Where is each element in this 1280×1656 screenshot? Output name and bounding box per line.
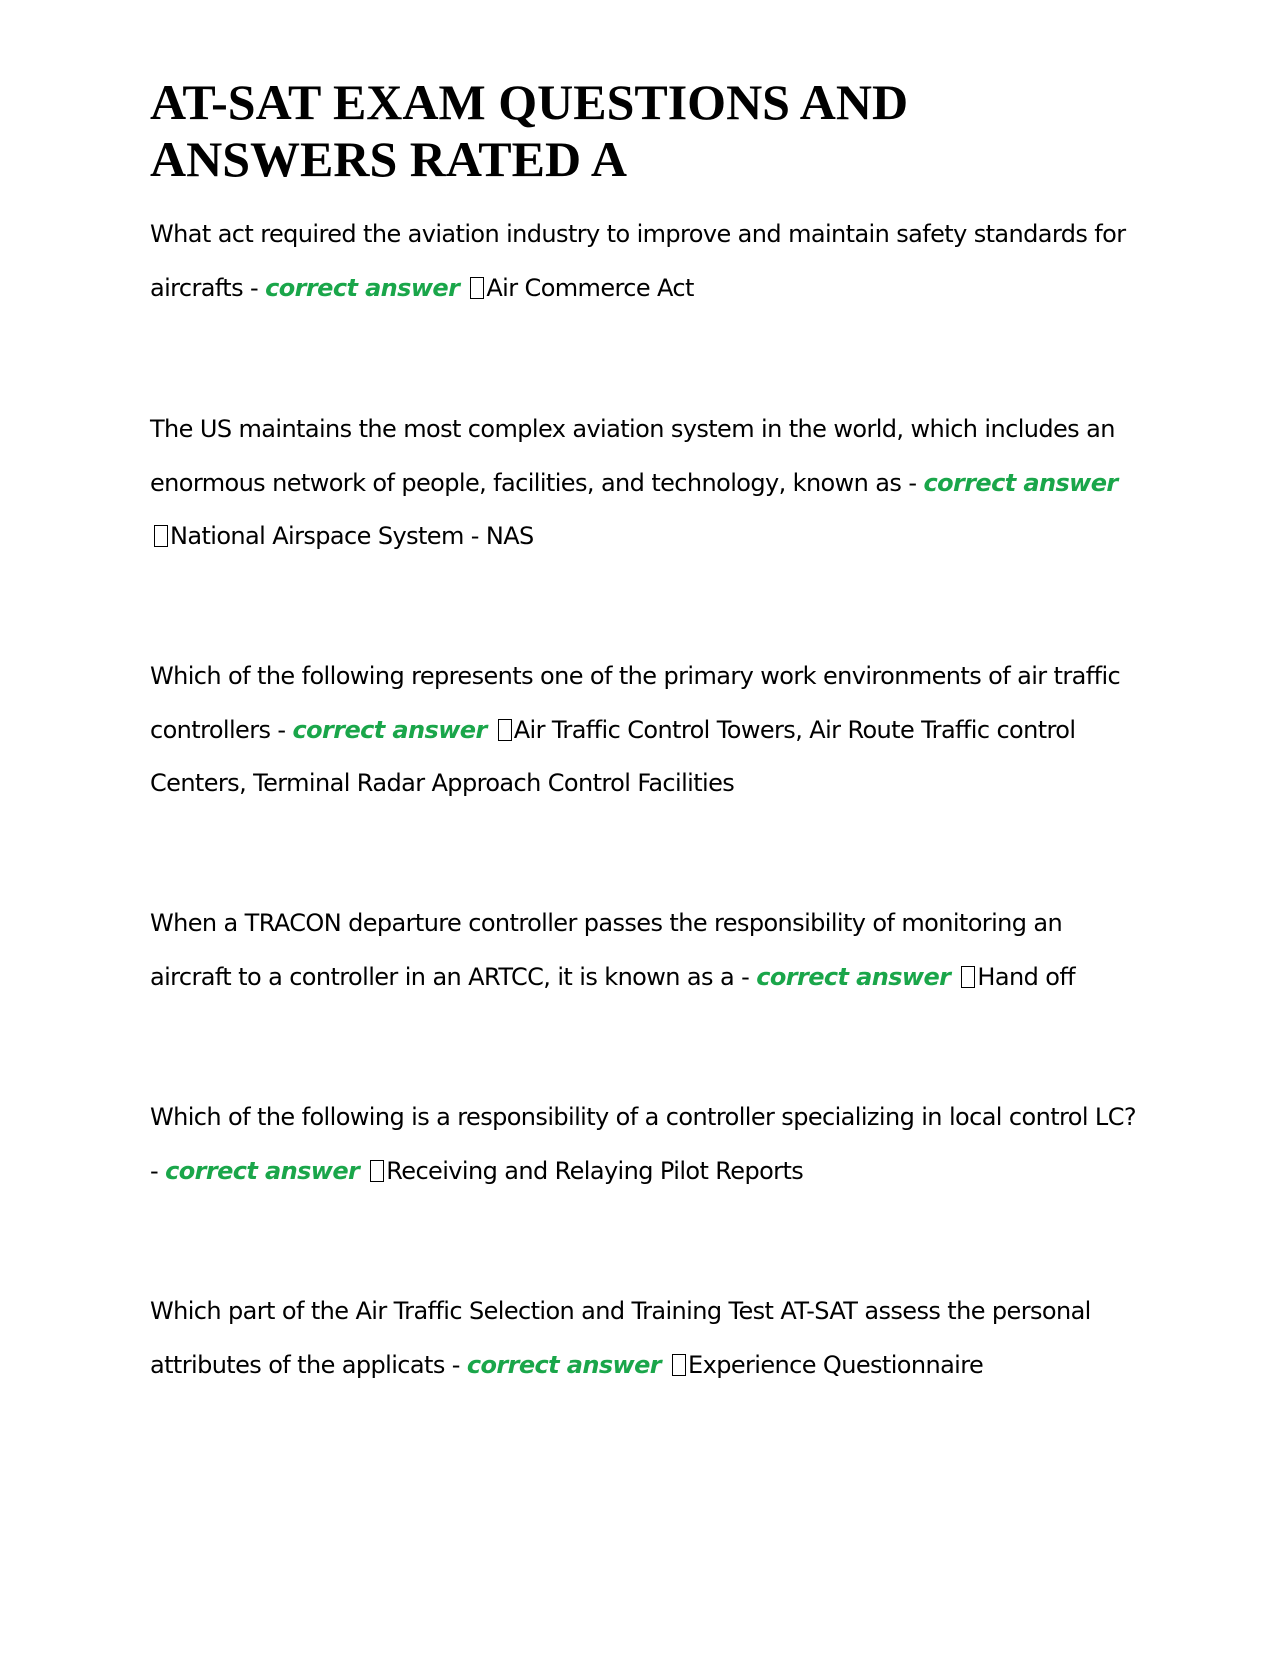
qa-item-3	[150, 650, 1140, 811]
answer-text: Air Commerce Act	[486, 273, 694, 302]
question-text: Which part of the Air Traffic Selection and Training Test AT-SAT assess the personal attributes of the applicats -	[150, 1297, 1091, 1379]
missing-glyph-box-icon	[154, 525, 168, 547]
answer-text: Experience Questionnaire	[688, 1350, 984, 1379]
correct-answer-label: correct answer	[165, 1156, 360, 1185]
answer-text: Receiving and Relaying Pilot Reports	[386, 1156, 804, 1185]
correct-answer-label: correct answer	[292, 715, 487, 744]
correct-answer-label: correct answer	[756, 962, 951, 991]
question-text: The US maintains the most complex aviation system in the world, which includes an enormous network of people, facilities, and technology, known as -	[150, 415, 1115, 497]
missing-glyph-box-icon	[498, 719, 512, 741]
question-text: What act required the aviation industry to improve and maintain safety standards for aircrafts -	[150, 220, 1126, 302]
question-text: When a TRACON departure controller passes the responsibility of monitoring an aircraft to a controller in an ARTCC, it is known as a -	[150, 909, 1063, 991]
correct-answer-label: correct answer	[265, 273, 460, 302]
qa-item-2	[150, 403, 1140, 564]
missing-glyph-box-icon	[672, 1354, 686, 1376]
question-text: Which of the following represents one of the primary work environments of air traffic controllers -	[150, 662, 1121, 744]
correct-answer-label: correct answer	[923, 468, 1118, 497]
missing-glyph-box-icon	[370, 1160, 384, 1182]
question-text: Which of the following is a responsibility of a controller specializing in local control LC? -	[150, 1103, 1136, 1185]
answer-text: Hand off	[977, 962, 1076, 991]
missing-glyph-box-icon	[961, 966, 975, 988]
qa-item-4	[150, 897, 1140, 1004]
missing-glyph-box-icon	[470, 277, 484, 299]
correct-answer-label: correct answer	[466, 1350, 662, 1379]
qa-item-5	[150, 1091, 1140, 1198]
document-title: AT-SAT EXAM QUESTIONS AND ANSWERS RATED A	[150, 74, 909, 187]
answer-text: National Airspace System - NAS	[170, 522, 534, 550]
qa-item-6	[150, 1285, 1140, 1392]
qa-item-1	[150, 208, 1140, 315]
answer-text: Air Traffic Control Towers, Air Route Traffic control Centers, Terminal Radar Approach Control Facilities	[150, 715, 1076, 797]
